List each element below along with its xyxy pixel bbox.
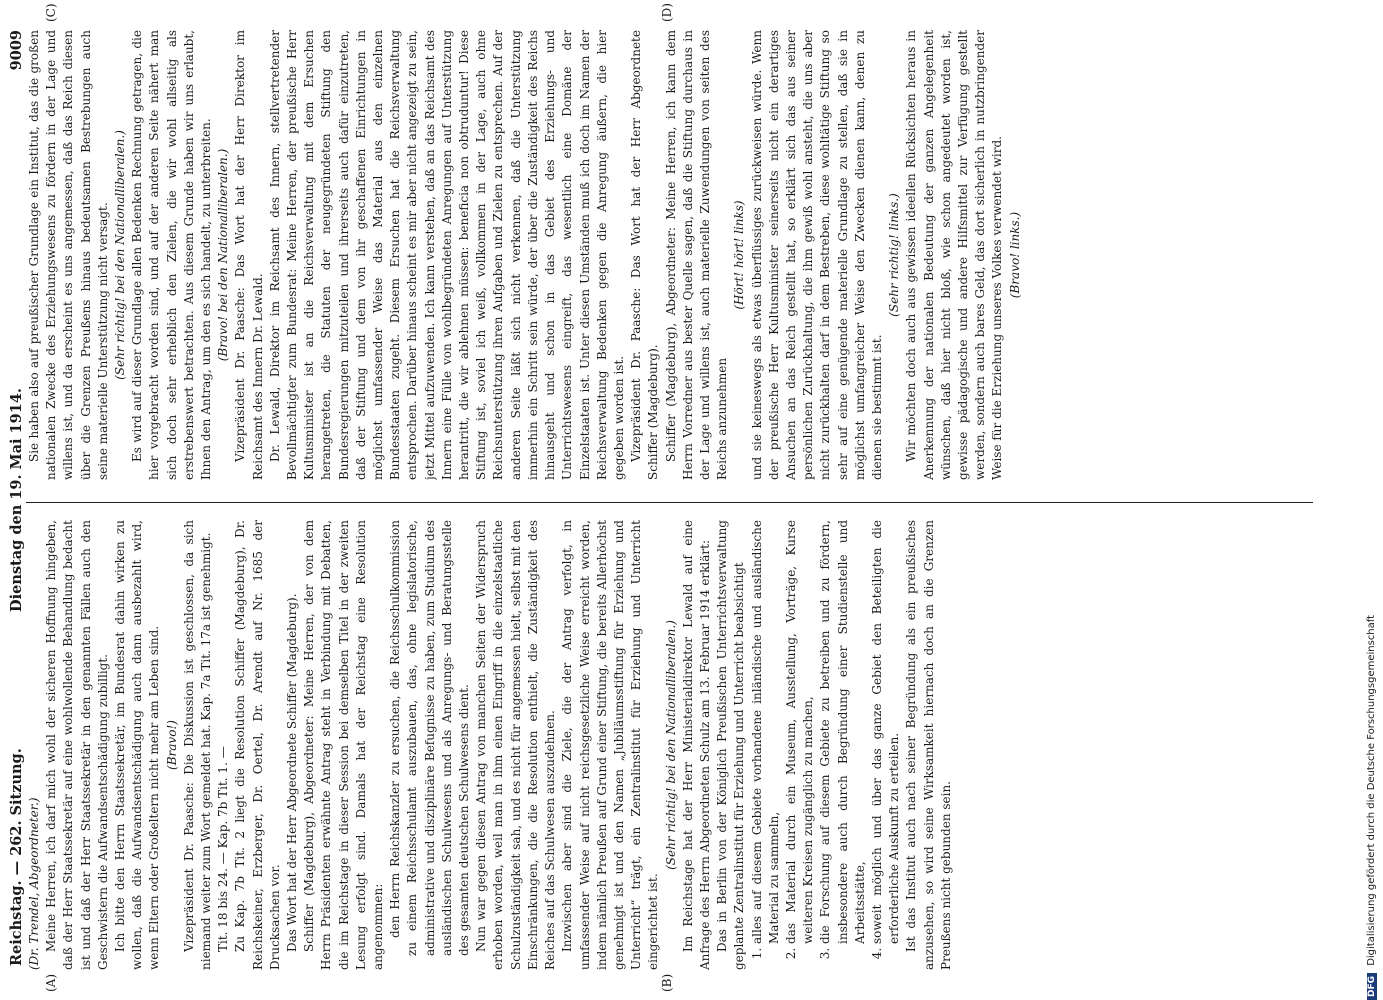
paragraph: Nun war gegen diesen Antrag von manchen Seiten der Widerspruch erhoben worden, weil man in ihm einen Eingriff in die einzelstaatliche Schulzuständigkeit sah, und es nicht für angemessen hielt, selbst mit den Einschränkungen, die die Resolution enthielt, die Zuständigkeit des Reiches auf das Schulwesen auszudehnen.	[474, 520, 558, 970]
paragraph: Tit. 18 bis 24. — Kap. 7b Tit. 1. —	[216, 746, 231, 952]
paragraph: Es wird auf dieser Grundlage allen Bedenken Rechnung getragen, die hier vorgebracht worden sind, und auf der anderen Seite nähert man sich doch sehr erheblich den Zielen, die wir wohl allseitig als erstrebenswert betrachten. Aus diesem Grunde haben wir uns erlaubt, Ihnen den Antrag, um den es sich handelt, zu unterbreiten.	[130, 30, 214, 480]
interjection: (Sehr richtig! bei den Nationalliberalen.)	[663, 620, 678, 870]
paragraph: Vizepräsident Dr. Paasche: Das Wort hat der Herr Abgeordnete Schiffer (Magdeburg).	[629, 30, 661, 480]
header-session: Reichstag. — 262. Sitzung.	[8, 748, 25, 966]
paragraph: Vizepräsident Dr. Paasche: Die Diskussion ist geschlossen, da sich niemand weiter zum Wort gemeldet hat. Kap. 7a Tit. 17a ist genehmigt.	[181, 520, 214, 970]
list-item: 1. alles auf diesem Gebiete vorhandene inländische und ausländische Material zu sammeln,	[749, 520, 783, 944]
paragraph: Schiffer (Magdeburg), Abgeordneter: Meine Herren, ich kann dem Herrn Vorredner aus bester Quelle sagen, daß die Stiftung durchaus in der Lage und willens ist, auch materielle Zuwendungen von seiten des Reichs anzunehmen	[663, 30, 730, 480]
paragraph: Dr. Lewald, Direktor im Reichsamt des Innern, stellvertretender Bevollmächtigter zum Bundesrat: Meine Herren, der preußische Herr Kultusminister ist an die Reichsverwaltung mit dem Ersuchen herangetreten, die Statuten der neugegründeten Stiftung den Bundesregierungen mitzuteilen und ihrerseits auch dafür einzutreten, daß der Stiftung und dem von ihr geschaffenen Einrichtungen in möglichst umfassender Weise das Material aus den einzelnen Bundesstaaten zugeht. Diesem Ersuchen hat die Reichsverwaltung entsprochen. Darüber hinaus scheint es mir aber nicht angezeigt zu sein, jetzt Mittel aufzuwenden. Ich kann verstehen, daß an das Reichsamt des Innern eine Fülle von wohlbegründeten Anregungen auf Unterstützung herantritt, die wir ablehnen müssen: beneficia non obtruduntur! Diese Stiftung ist, soviel ich weiß, vollkommen in der Lage, auch ohne Reichsunterstützung ihren Aufgaben und Zielen zu entsprechen. Auf der anderen Seite läßt sich nicht verkennen, daß die Unterstützung immerhin ein Schritt sein würde, der über die Zuständigkeit des Reichs hinausgeht und schon in das Gebiet des Erziehungs- und Unterrichtswesens eingreift, das wesentlich eine Domäne der Einzelstaaten ist. Unter diesen Umständen muß ich doch im Namen der Reichsverwaltung Bedenken gegen die Anregung äußern, die hier gegeben worden ist.	[267, 30, 626, 480]
right-column	[26, 30, 1311, 480]
interjection: (Bravo!)	[164, 720, 179, 770]
interjection: (Bravo! bei den Nationalliberalen.)	[216, 148, 231, 362]
digitization-credit	[1366, 0, 1382, 1000]
column-divider	[26, 502, 1313, 503]
paragraph: Wir möchten doch auch aus gewissen ideellen Rücksichten heraus in Anerkennung der nationalen Bedeutung der ganzen Angelegenheit wünschen, daß hier nicht bloß, wie schon angedeutet worden ist, gewisse pädagogische und andere Hilfsmittel zur Verfügung gestellt werden, sondern auch bares Geld, das dort sicherlich in nutzbringender Weise für die Erziehung unseres Volkes verwendet wird.	[904, 30, 1005, 480]
paragraph: Ich bitte den Herrn Staatssekretär, im Bundesrat dahin wirken zu wollen, daß die Aufwandsentschädigung auch dann ausbezahlt wird, wenn Eltern oder Großeltern nicht mehr am Leben sind.	[113, 520, 162, 970]
margin-mark-b: (B)	[660, 973, 674, 992]
interjection: (Sehr richtig! links.)	[887, 193, 902, 317]
paragraph: Schiffer (Magdeburg), Abgeordneter: Meine Herren, der von dem Herrn Präsidenten erwähnte Antrag steht in Verbindung mit Debatten, die im Reichstage in dieser Session bei demselben Titel in der zweiten Lesung erfolgt sind. Damals hat der Reichstag eine Resolution angenommen:	[302, 520, 386, 970]
margin-mark-d: (D)	[660, 3, 674, 22]
interjection: (Sehr richtig! bei den Nationalliberalen.)	[113, 130, 128, 380]
margin-mark-a: (A)	[44, 973, 58, 992]
interjection: (Hört! hört! links)	[732, 200, 747, 310]
paragraph: Sie haben also auf preußischer Grundlage ein Institut, das die großen nationalen Zwecke des Erziehungswesens zu fördern in der Lage und willens ist, und da erscheint es uns angemessen, daß das Reich diesen über die Grenzen Preußens hinaus bedeutsamen Bestrebungen auch seine materielle Unterstützung nicht versagt.	[27, 30, 110, 480]
list-item: 3. die Forschung auf diesem Gebiete zu betreiben und zu fördern, insbesondere auch durch Begründung einer Studienstelle und Arbeitsstätte,	[817, 520, 869, 944]
page-number: 9009	[8, 30, 25, 71]
paragraph: Zu Kap. 7b Tit. 2 liegt die Resolution Schiffer (Magdeburg), Dr. Reichskeiner, Erzberger, Dr. Oertel, Dr. Arendt auf Nr. 1685 der Drucksachen vor.	[233, 520, 282, 970]
paragraph: Inzwischen aber sind die Ziele, die der Antrag verfolgt, in umfassender Weise auf nicht reichsgesetzliche Weise erreicht worden, indem nämlich Preußen auf Grund einer Stiftung, die bereits Allerhöchst genehmigt ist und den Namen „Jubiläumsstiftung für Erziehung und Unterricht“ trägt, ein Zentralinstitut für Erziehung und Unterricht eingerichtet ist.	[560, 520, 661, 970]
interjection: (Bravo! links.)	[1007, 211, 1022, 299]
header-date: Dienstag den 19. Mai 1914.	[8, 388, 25, 612]
paragraph: Ist das Institut auch nach seiner Begründung als ein preußisches anzusehen, so wird seine Wirksamkeit hiernach doch an die Grenzen Preußens nicht gebunden sein.	[904, 520, 953, 970]
running-head: (Dr. Trendel, Abgeordneter.)	[27, 797, 41, 970]
paragraph: Im Reichstage hat der Herr Ministerialdirektor Lewald auf eine Anfrage des Herrn Abgeordneten Schulz am 13. Februar 1914 erklärt:	[680, 520, 712, 970]
left-column	[26, 520, 1311, 970]
institute-aims-list	[749, 520, 904, 970]
list-item: 2. das Material durch ein Museum, Ausstellung, Vorträge, Kurse weiteren Kreisen zugänglich zu machen,	[783, 520, 817, 944]
dfg-logo: DFG	[1367, 973, 1377, 1000]
paragraph: Vizepräsident Dr. Paasche: Das Wort hat der Herr Direktor im Reichsamt des Innern Dr. Lewald.	[233, 30, 265, 480]
paragraph: Das Wort hat der Herr Abgeordnete Schiffer (Magdeburg).	[285, 593, 300, 952]
paragraph: und sie keineswegs als etwas überflüssiges zurückweisen würde. Wenn der preußische Herr Kultusminister seinerseits nicht ein derartiges Ansuchen an das Reich gestellt hat, so erklärt sich das aus seiner persönlichen Zurückhaltung, die ihm gewiß wohl ansteht, die uns aber nicht zurückhalten darf in dem Bestreben, diese wohltätige Stiftung so sehr auf eine genügende materielle Grundlage zu stellen, daß sie in möglichst umfangreicher Weise den Zwecken dienen kann, denen zu dienen sie bestimmt ist.	[749, 30, 884, 480]
list-item: 4. soweit möglich und über das ganze Gebiet den Beteiligten die erforderliche Auskunft zu erteilen.	[869, 520, 903, 944]
quoted-resolution: den Herrn Reichskanzler zu ersuchen, die Reichsschulkommission zu einem Reichsschulamt auszubauen, das, ohne legislatorische, administrative und disziplinäre Befugnisse zu haben, zum Studium des ausländischen Schulwesens und als Anregungs- und Beratungsstelle des gesamten deutschen Schulwesens dient.	[388, 520, 472, 956]
quoted-statement: Das in Berlin von der Königlich Preußischen Unterrichtsverwaltung geplante Zentralinstitut für Erziehung und Unterricht beabsichtigt	[715, 520, 747, 970]
paragraph: Meine Herren, ich darf mich wohl der sicheren Hoffnung hingeben, daß der Herr Staatssekretär auf eine wohlwollende Behandlung bedacht ist und daß der Herr Staatssekretär in den genannten Fällen auch den Geschwistern die Aufwandsentschädigung zubilligt.	[44, 520, 110, 970]
margin-mark-c: (C)	[44, 3, 58, 22]
credit-text: Digitalisierung gefördert durch die Deutsche Forschungsgemeinschaft	[1366, 614, 1377, 966]
